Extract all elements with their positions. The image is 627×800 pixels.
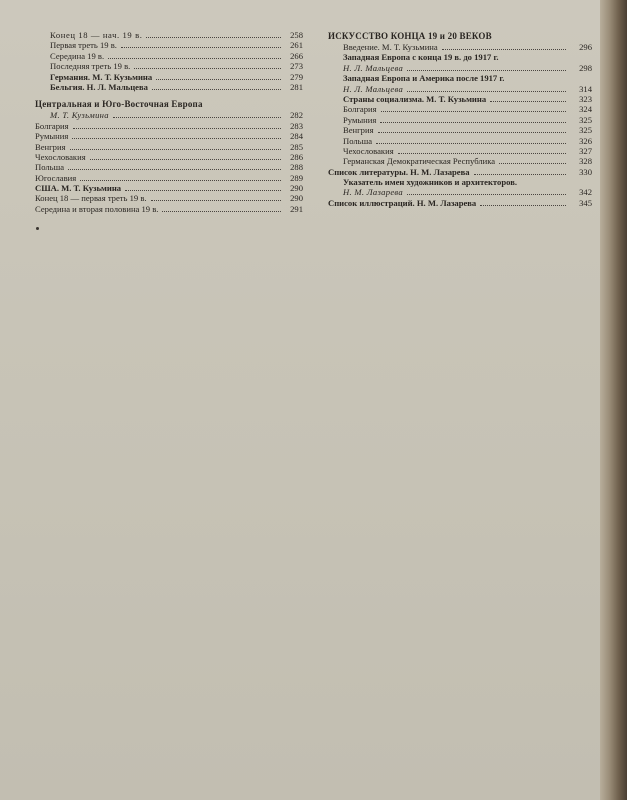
toc-page-number: 330 [579,166,592,177]
dot-leader [162,201,281,212]
dot-leader [108,48,281,59]
dot-leader [80,170,281,181]
dot-leader [125,180,281,191]
toc-page-number: 290 [290,183,303,194]
toc-left-column [35,30,305,214]
dot-leader [407,184,566,195]
dot-leader [407,81,566,92]
dot-leader [70,139,281,150]
toc-entry-title: Середина и вторая половина 19 в. [35,203,159,214]
toc-entry-title: М. Т. Кузьмина [50,110,109,121]
dot-leader [407,60,566,71]
dot-leader [381,101,566,112]
toc-entry-title: Румыния [343,114,377,125]
toc-page-number: 284 [290,131,303,142]
toc-right-entries [328,42,594,208]
toc-page-number: 282 [290,110,303,121]
toc-entry-title: Указатель имен художников и архитекторов. [343,177,517,188]
dot-leader [113,107,281,118]
toc-entry-title: Болгария [343,104,377,115]
toc-entry-title: Чехословакия [35,151,86,162]
dot-leader [72,128,281,139]
toc-entry-title: США. М. Т. Кузьмина [35,183,122,194]
toc-entry [328,42,594,52]
toc-entry-title: Конец 18 — нач. 19 в. [50,30,143,40]
toc-page-number: 325 [579,114,592,125]
toc-page-number: 342 [579,187,592,198]
toc-page-number: 298 [579,62,592,73]
dot-leader [90,149,281,160]
toc-entry-title: Германия. М. Т. Кузьмина [50,71,153,82]
toc-entry-title: Последняя треть 19 в. [50,61,131,72]
toc-entry-title: Конец 18 — первая треть 19 в. [35,193,147,204]
toc-entry [328,63,594,73]
toc-page-number: 325 [579,125,592,136]
toc-page-number: 258 [290,30,303,40]
toc-entry [35,204,305,214]
toc-entry-title: Бельгия. Н. Л. Мальцева [50,81,148,92]
dot-leader [499,153,566,164]
toc-page-number: 286 [290,151,303,162]
toc-entry-title: Германская Демократическая Республика [343,156,496,167]
dot-leader [378,122,566,133]
toc-entry-title: Западная Европа с конца 19 в. до 1917 г. [343,52,499,63]
toc-page-number: 285 [290,141,303,152]
toc-entry-title: Югославия [35,172,77,183]
toc-entry-title: Венгрия [343,125,374,136]
toc-page-number: 324 [579,104,592,115]
toc-page-number: 290 [290,193,303,204]
toc-page-number: 328 [579,156,592,167]
toc-entry-title: Список литературы. Н. М. Лазарева [328,166,470,177]
toc-entry-title: Чехословакия [343,145,394,156]
toc-page-number: 345 [579,197,592,208]
toc-page-number: 291 [290,203,303,214]
dot-leader [121,37,281,48]
toc-entry-title: Венгрия [35,141,66,152]
toc-entry-title: Страны социализма. М. Т. Кузьмина [343,93,487,104]
toc-page-number: 314 [579,83,592,94]
dot-leader [376,133,566,144]
dot-leader [68,159,281,170]
page-edge-shadow [600,0,627,800]
toc-entry-title: Румыния [35,131,69,142]
toc-page-number: 323 [579,93,592,104]
toc-page-number: 326 [579,135,592,146]
dot-leader [156,69,281,80]
toc-left-entries-2 [35,110,305,214]
toc-entry [328,198,594,208]
toc-entry-title: Западная Европа и Америка после 1917 г. [343,73,505,84]
toc-entry-title: Введение. М. Т. Кузьмина [343,42,438,52]
dot-leader [146,27,281,38]
dot-leader [152,79,281,90]
toc-entry-title: Польша [35,162,65,173]
dot-leader [480,195,566,206]
dot-leader [134,58,281,69]
dot-leader [398,143,566,154]
toc-page-number: 283 [290,120,303,131]
toc-entry-title: Первая треть 19 в. [50,40,117,51]
toc-page-number: 261 [290,40,303,51]
toc-entry-title: Середина 19 в. [50,50,105,61]
toc-page-number: 279 [290,71,303,82]
toc-right-column [328,30,594,208]
toc-page-number: 266 [290,50,303,61]
toc-entry-title: Н. Л. Мальцева [343,83,404,94]
toc-entry-title: Список иллюстраций. Н. М. Лазарева [328,197,477,208]
section-heading-central-europe: Центральная и Юго-Восточная Европа [35,99,203,110]
dot-leader [442,39,566,50]
toc-page-number: 281 [290,81,303,92]
dot-leader [474,164,566,175]
toc-page-number: 288 [290,162,303,173]
dot-leader [490,91,566,102]
toc-page-number: 289 [290,172,303,183]
toc-page-number: 327 [579,145,592,156]
dot-leader [73,118,281,129]
toc-entry-title: Н. Л. Мальцева [343,62,404,73]
toc-page-number: 273 [290,61,303,72]
toc-entry [35,82,305,92]
toc-entry-title: Болгария [35,120,69,131]
toc-left-entries [35,30,305,92]
toc-entry-title: Польша [343,135,373,146]
dot-leader [151,190,281,201]
toc-entry-title: Н. М. Лазарева [343,187,404,198]
dot-leader [380,112,566,123]
toc-page-number: 296 [579,42,592,52]
ink-spot [36,227,39,230]
toc-entry [328,167,594,177]
section-heading-art-19-20: ИСКУССТВО КОНЦА 19 и 20 ВЕКОВ [328,31,492,41]
